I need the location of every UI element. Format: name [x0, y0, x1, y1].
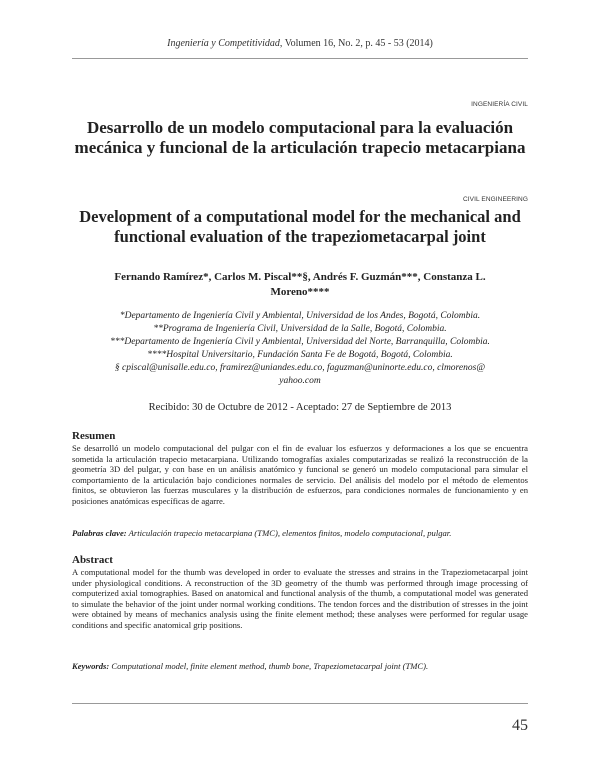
palabras-clave-label: Palabras clave: — [72, 528, 127, 538]
page-number: 45 — [512, 717, 528, 734]
affiliation-2: **Programa de Ingeniería Civil, Universidad de la Salle, Bogotá, Colombia. — [153, 324, 447, 334]
resumen-body: Se desarrolló un modelo computacional del pulgar con el fin de evaluar los esfuerzos y deformaciones a los que se encuentra sometida la articulación trapecio metacarpiana. Utilizando tomografías axiales computarizadas se realizó la reconstrucción de la geometría 3D del pulgar, y con base en un análisis anatómico y funcional se generó un modelo computacional para simular el comportamiento de la articulación bajo condiciones normales de servicio. Del análisis del modelo por el método de elementos finitos, se obtuvieron las fuerzas musculares y la distribución de esfuerzos, para condiciones normales de funcionamiento y en posiciones anatómicas específicas de agarre. — [72, 443, 528, 506]
footer-rule — [72, 703, 528, 704]
journal-issue: , Volumen 16, No. 2, p. 45 - 53 (2014) — [279, 38, 433, 49]
received-accepted-dates: Recibido: 30 de Octubre de 2012 - Aceptado: 27 de Septiembre de 2013 — [148, 402, 452, 413]
header-rule — [72, 58, 528, 59]
affiliation-1: *Departamento de Ingeniería Civil y Ambiental, Universidad de los Andes, Bogotá, Colombia. — [119, 311, 481, 321]
affiliation-4: ****Hospital Universitario, Fundación Santa Fe de Bogotá, Bogotá, Colombia. — [147, 350, 453, 360]
resumen-heading: Resumen — [72, 430, 116, 442]
authors: Fernando Ramírez*, Carlos M. Piscal**§, Andrés F. Guzmán***, Constanza L. Moreno**** — [114, 271, 486, 298]
affiliations — [72, 310, 528, 388]
palabras-clave — [72, 528, 528, 538]
keywords-label: Keywords: — [72, 661, 110, 671]
affiliation-3: ***Departamento de Ingeniería Civil y Ambiental, Universidad del Norte, Barranquilla, Colombia. — [110, 337, 490, 347]
section-label-es: INGENIERÍA CIVIL — [471, 101, 528, 108]
section-label-en: CIVIL ENGINEERING — [462, 196, 528, 203]
keywords-value: Computational model, finite element method, thumb bone, Trapeziometacarpal joint (TMC). — [109, 661, 429, 671]
email-line-1: § cpiscal@unisalle.edu.co, framirez@uniandes.edu.co, faguzman@uninorte.edu.co, clmorenos@ — [114, 363, 486, 373]
keywords — [72, 661, 528, 671]
title-es: Desarrollo de un modelo computacional para la evaluación mecánica y funcional de la articulación trapecio metacarpiana — [74, 118, 526, 157]
palabras-clave-value: Articulación trapecio metacarpiana (TMC), elementos finitos, modelo computacional, pulgar. — [126, 528, 452, 538]
abstract-heading: Abstract — [72, 554, 113, 566]
abstract-body: A computational model for the thumb was developed in order to evaluate the stresses and strains in the Trapeziometacarpal joint under physiological conditions. A reconstruction of the 3D geometry of the thumb was performed through image processing of computerized axial tomographies. Based on anatomical and functional analysis of the thumb, a computational model was generated to simulate the behavior of the joint under normal working conditions. The tendon forces and the distribution of stresses in the joint were obtained by means of mechanics analysis using the finite element method; these analyses were performed for regular usage conditions and specific anatomical grip positions. — [72, 567, 528, 630]
title-en: Development of a computational model for the mechanical and functional evaluation of the trapeziometacarpal joint — [79, 207, 521, 246]
running-header — [0, 38, 600, 49]
email-line-2: yahoo.com — [279, 376, 321, 386]
journal-name: Ingeniería y Competitividad — [167, 38, 280, 49]
